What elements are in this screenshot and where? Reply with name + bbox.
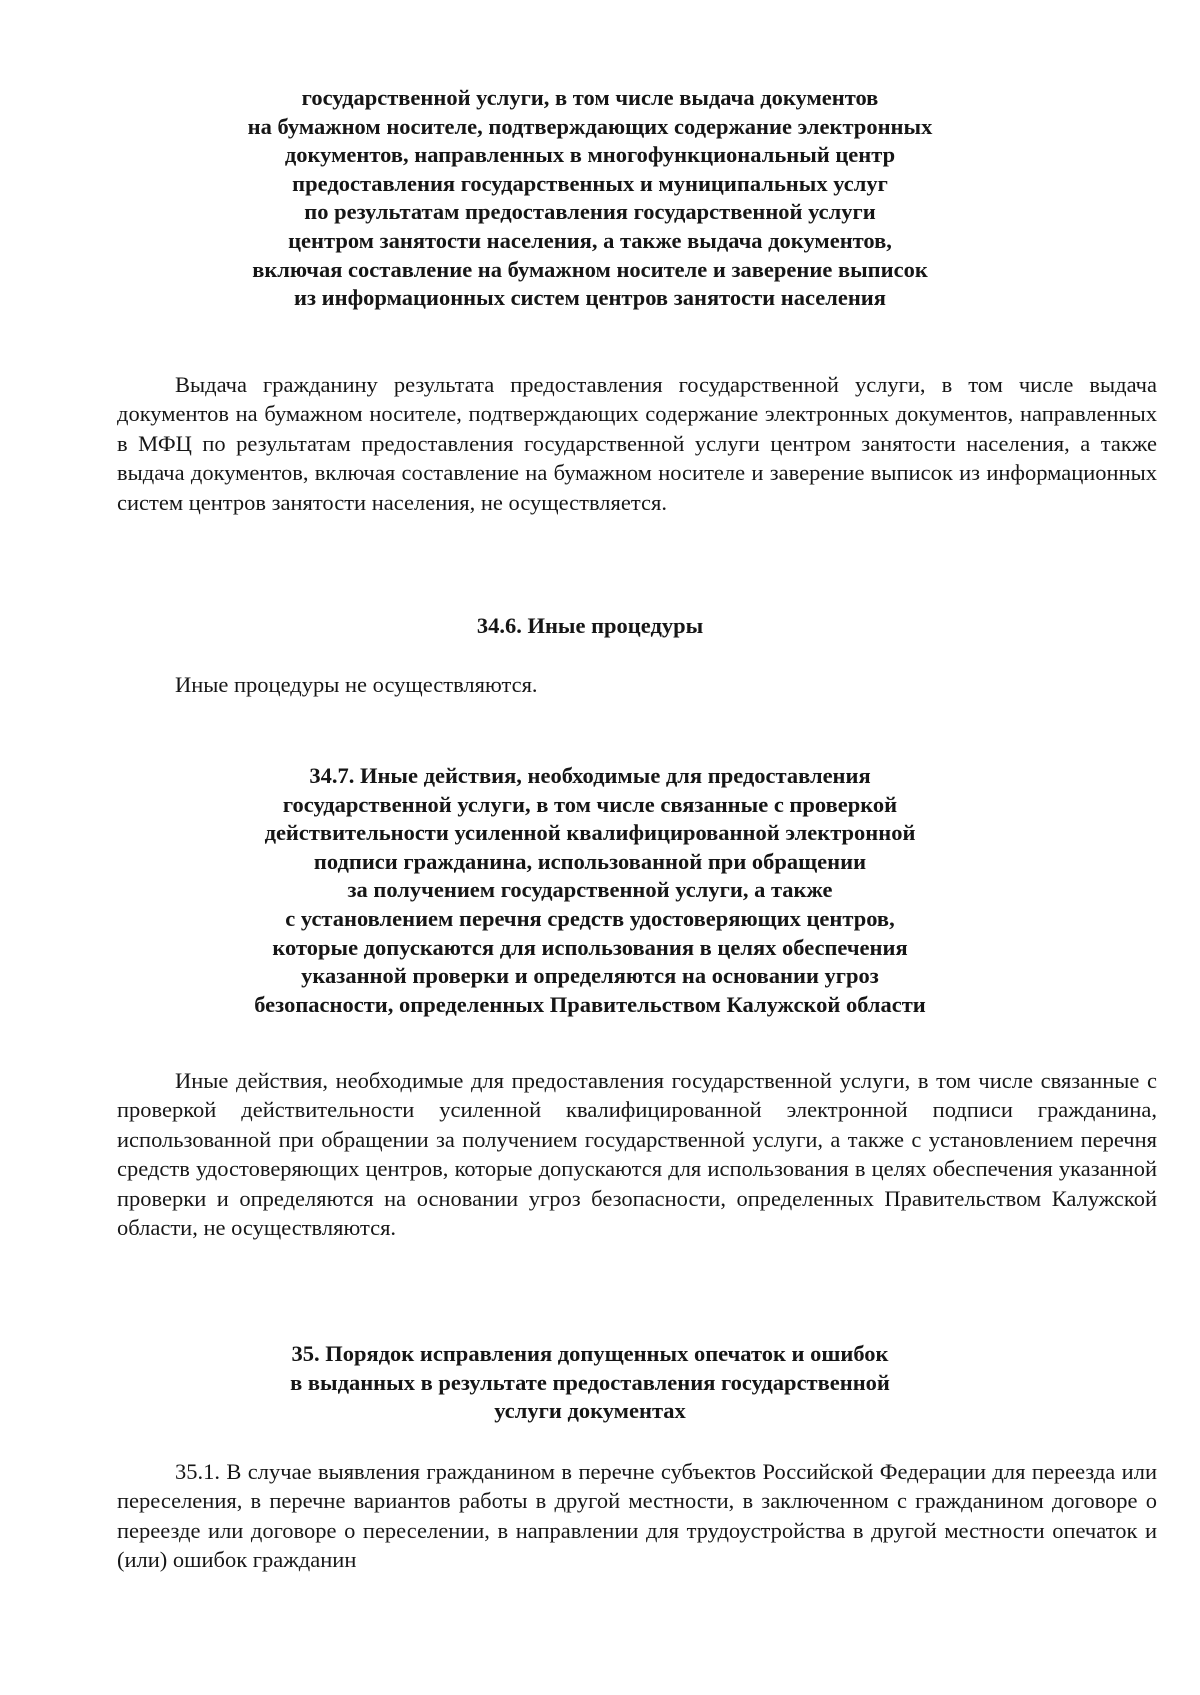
heading-line: по результатам предоставления государственной услуги [304, 199, 876, 225]
heading-line: подписи гражданина, использованной при обращении [313, 848, 867, 874]
heading-line: на бумажном носителе, подтверждающих содержание электронных [247, 113, 933, 139]
heading-line: из информационных систем центров занятости населения [294, 285, 886, 311]
heading-line: 34.7. Иные действия, необходимые для предоставления [309, 763, 871, 788]
heading-line: действительности усиленной квалифицированной электронной [264, 820, 916, 846]
heading-line: включая составление на бумажном носителе и заверение выписок [252, 256, 928, 282]
section-heading-35 [140, 1340, 1040, 1426]
heading-line: которые допускаются для использования в целях обеспечения [272, 934, 908, 960]
paragraph-34-7: Иные действия, необходимые для предоставления государственной услуги, в том числе связанные с проверкой действительности усиленной квалифицированной электронной подписи гражданина, использованной при обращении за получением государственной услуги, а также с установлением перечня средств удостоверяющих центров, которые допускаются для использования в целях обеспечения указанной проверки и определяются на основании угроз безопасности, определенных Правительством Калужской области, не осуществляются. [117, 1068, 1157, 1241]
section-heading-34-7 [140, 762, 1040, 1019]
heading-line: 34.6. Иные процедуры [476, 613, 704, 638]
heading-line: безопасности, определенных Правительством Калужской области [254, 991, 926, 1017]
heading-line: 35. Порядок исправления допущенных опечаток и ошибок [291, 1341, 889, 1366]
heading-line: государственной услуги, в том числе связанные с проверкой [282, 791, 898, 817]
heading-line: в выданных в результате предоставления государственной [290, 1369, 890, 1395]
heading-line: с установлением перечня средств удостоверяющих центров, [285, 905, 895, 931]
paragraph-result-issue: Выдача гражданину результата предоставления государственной услуги, в том числе выдача документов на бумажном носителе, подтверждающих содержание электронных документов, направленных в МФЦ по результатам предоставления государственной услуги центром занятости населения, а также выдача документов, включая составление на бумажном носителе и заверение выписок из информационных систем центров занятости населения, не осуществляется. [117, 372, 1157, 515]
paragraph-34-6: Иные процедуры не осуществляются. [175, 672, 538, 697]
section-heading-34-6 [140, 612, 1040, 641]
heading-line: указанной проверки и определяются на основании угроз [301, 963, 879, 989]
heading-line: за получением государственной услуги, а также [347, 877, 833, 903]
heading-line: государственной услуги, в том числе выдача документов [301, 85, 879, 110]
heading-line: предоставления государственных и муниципальных услуг [292, 170, 888, 196]
paragraph-35-1: 35.1. В случае выявления гражданином в перечне субъектов Российской Федерации для переезда или переселения, в перечне вариантов работы в другой местности, в заключенном с гражданином договоре о переезде или договоре о переселении, в направлении для трудоустройства в другой местности опечаток и (или) ошибок гражданин [117, 1459, 1157, 1573]
heading-line: центром занятости населения, а также выдача документов, [288, 227, 892, 253]
section-heading-continued [140, 84, 1040, 313]
heading-line: документов, направленных в многофункциональный центр [284, 142, 896, 168]
heading-line: услуги документах [494, 1398, 686, 1424]
